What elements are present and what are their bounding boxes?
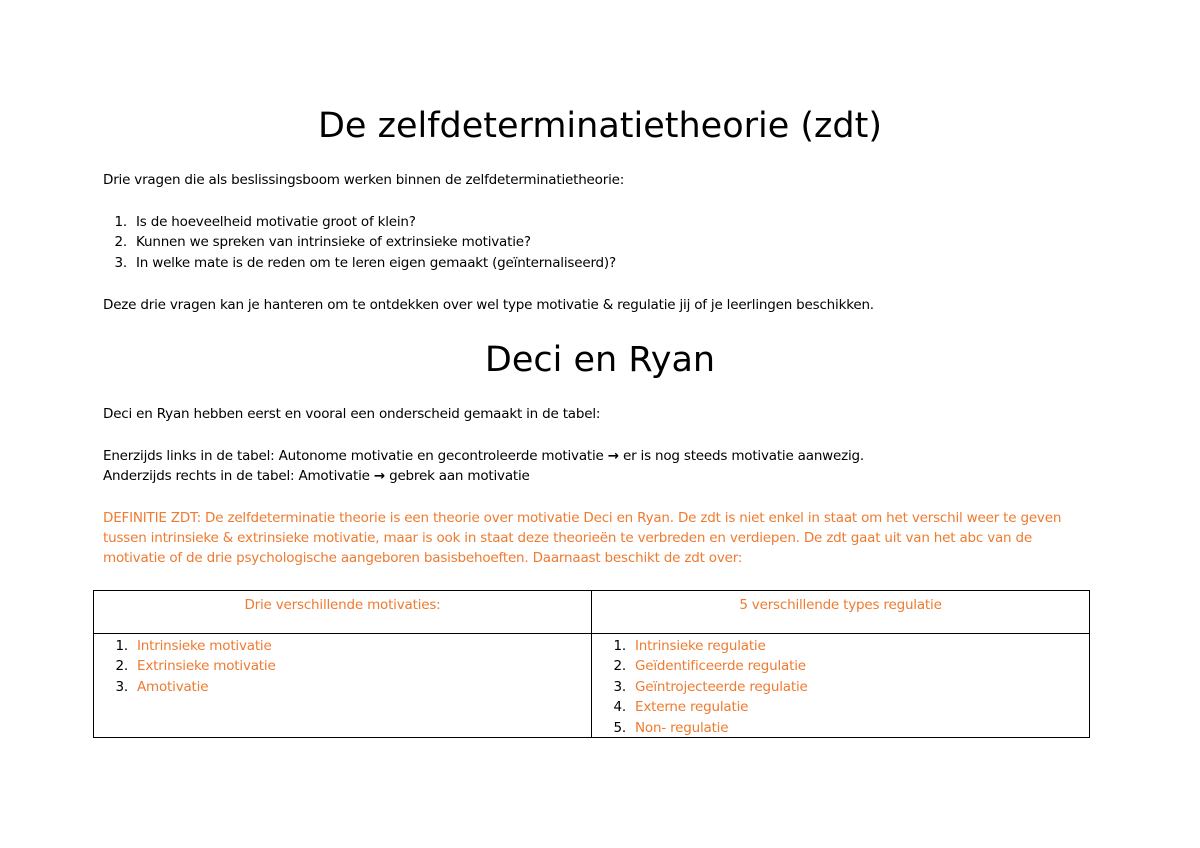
page-title: De zelfdeterminatietheorie (zdt): [317, 106, 883, 146]
question-item: [103, 232, 531, 252]
left-line-rest: er is nog steeds motivatie aanwezig.: [622, 448, 865, 464]
definition-paragraph: [103, 508, 1113, 568]
definition-line: DEFINITIE ZDT: De zelfdeterminatie theorie is een theorie over motivatie Deci en Ryan. De zdt is niet enkel in staat om het verschil weer te geven: [103, 510, 1062, 526]
right-line-text: Anderzijds rechts in de tabel: Amotivatie: [103, 468, 370, 484]
regulation-text: Geïdentificeerde regulatie: [635, 658, 806, 674]
motivation-item: [104, 656, 276, 676]
regulation-text: Intrinsieke regulatie: [635, 638, 766, 654]
arrow-right-icon: →: [373, 468, 385, 484]
left-table-explanation: [103, 446, 864, 466]
regulation-item: [602, 656, 806, 676]
intro-text: Drie vragen die als beslissingsboom werken binnen de zelfdeterminatietheorie:: [103, 172, 625, 188]
regulation-text: Externe regulatie: [635, 699, 749, 715]
list-number: 1.: [613, 638, 626, 654]
question-text: Kunnen we spreken van intrinsieke of extrinsieke motivatie?: [136, 234, 531, 250]
table-header-motivations: Drie verschillende motivaties:: [244, 597, 441, 613]
summary-text: Deze drie vragen kan je hanteren om te ontdekken over wel type motivatie & regulatie jij of je leerlingen beschikken.: [103, 297, 874, 313]
section-title: Deci en Ryan: [484, 340, 716, 380]
definition-line: tussen intrinsieke & extrinsieke motivatie, maar is ook in staat deze theorieën te verbreden en verdiepen. De zdt gaat uit van het abc van de: [103, 530, 1032, 546]
right-line-rest: gebrek aan motivatie: [389, 468, 530, 484]
list-number: 3.: [114, 255, 127, 271]
left-line-text: Enerzijds links in de tabel: Autonome motivatie en gecontroleerde motivatie: [103, 448, 604, 464]
list-number: 3.: [115, 679, 128, 695]
list-number: 1.: [115, 638, 128, 654]
question-item: [103, 212, 416, 232]
motivation-item: [104, 636, 272, 656]
list-number: 3.: [613, 679, 626, 695]
right-table-explanation: [103, 466, 530, 486]
definition-line: motivatie of de drie psychologische aangeboren basisbehoeften. Daarnaast beschikt de zdt over:: [103, 550, 743, 566]
regulation-table: [93, 590, 1090, 738]
regulation-item: [602, 718, 728, 738]
question-text: Is de hoeveelheid motivatie groot of klein?: [136, 214, 416, 230]
regulation-text: Non- regulatie: [635, 720, 729, 736]
deci-intro-text: Deci en Ryan hebben eerst en vooral een onderscheid gemaakt in de tabel:: [103, 406, 601, 422]
list-number: 4.: [613, 699, 626, 715]
motivation-text: Amotivatie: [137, 679, 209, 695]
regulation-text: Geïntrojecteerde regulatie: [635, 679, 808, 695]
arrow-right-icon: →: [607, 448, 619, 464]
question-text: In welke mate is de reden om te leren eigen gemaakt (geïnternaliseerd)?: [136, 255, 616, 271]
list-number: 1.: [114, 214, 127, 230]
list-number: 2.: [613, 658, 626, 674]
table-header-regulation: 5 verschillende types regulatie: [739, 597, 942, 613]
table-header-divider: [94, 633, 1089, 634]
regulation-item: [602, 697, 748, 717]
question-item: [103, 253, 616, 273]
motivation-text: Intrinsieke motivatie: [137, 638, 272, 654]
list-number: 5.: [613, 720, 626, 736]
regulation-item: [602, 677, 808, 697]
motivation-item: [104, 677, 208, 697]
list-number: 2.: [115, 658, 128, 674]
regulation-item: [602, 636, 766, 656]
list-number: 2.: [114, 234, 127, 250]
motivation-text: Extrinsieke motivatie: [137, 658, 276, 674]
